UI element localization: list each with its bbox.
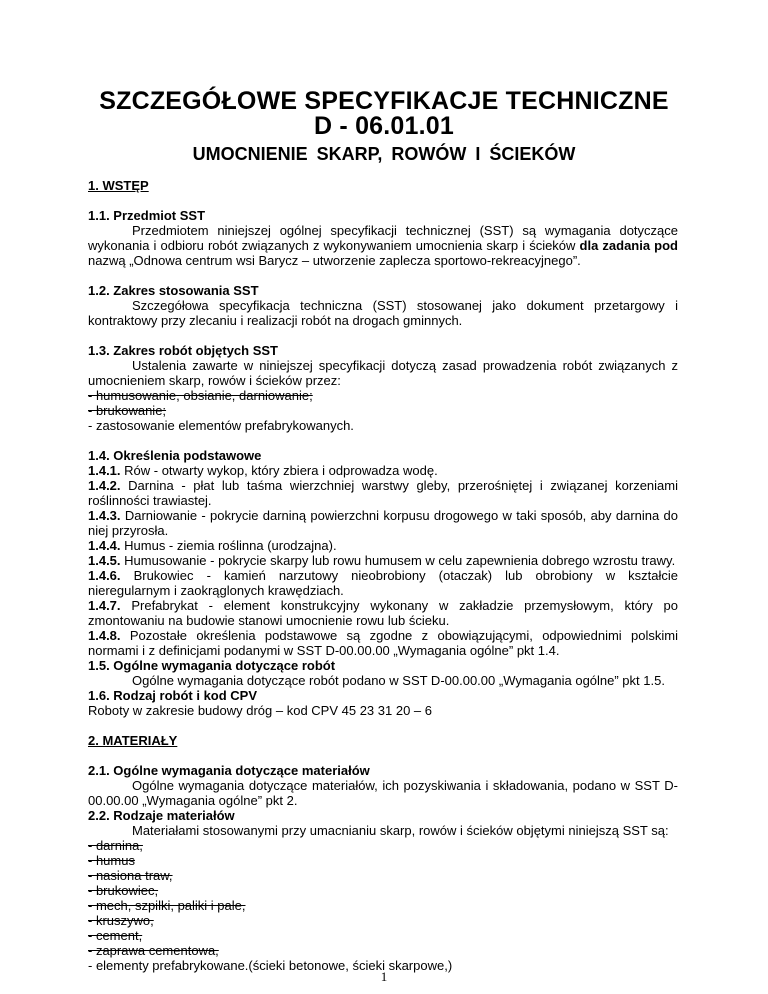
list-item: - nasiona traw, — [88, 868, 173, 883]
para-1-1-text: Przedmiotem niniejszej ogólnej specyfikacji technicznej (SST) są wymagania dotyczące wykonania i odbioru robót związanych z wykonywaniem umocnienia skarp i ścieków — [88, 223, 678, 253]
heading-1-6: 1.6. Rodzaj robót i kod CPV — [88, 688, 258, 703]
section-2-heading: 2. MATERIAŁY — [88, 733, 178, 748]
def-1-4-2 — [88, 478, 678, 508]
def-number: 1.4.1. — [88, 463, 121, 478]
def-1-4-1 — [88, 463, 678, 478]
para-1-2: Szczegółowa specyfikacja techniczna (SST) stosowanej jako dokument przetargowy i kontraktowy przy zlecaniu i realizacji robót na drogach gminnych. — [88, 298, 678, 328]
heading-1-4: 1.4. Określenia podstawowe — [88, 448, 262, 463]
list-item: - kruszywo, — [88, 913, 154, 928]
def-number: 1.4.2. — [88, 478, 121, 493]
para-2-2: Materiałami stosowanymi przy umacnianiu skarp, rowów i ścieków objętymi niniejszą SST są: — [132, 823, 669, 838]
doc-subtitle: UMOCNIENIE SKARP, ROWÓW I ŚCIEKÓW — [192, 144, 576, 164]
def-number: 1.4.6. — [88, 568, 121, 583]
list-item: - humus — [88, 853, 135, 868]
heading-2-2: 2.2. Rodzaje materiałów — [88, 808, 235, 823]
heading-2-1: 2.1. Ogólne wymagania dotyczące materiałów — [88, 763, 370, 778]
para-1-5: Ogólne wymagania dotyczące robót podano w SST D-00.00.00 „Wymagania ogólne” pkt 1.5. — [132, 673, 665, 688]
doc-title: SZCZEGÓŁOWE SPECYFIKACJE TECHNICZNE — [99, 87, 669, 115]
def-number: 1.4.5. — [88, 553, 121, 568]
heading-1-2: 1.2. Zakres stosowania SST — [88, 283, 259, 298]
heading-1-5: 1.5. Ogólne wymagania dotyczące robót — [88, 658, 336, 673]
section-1-heading: 1. WSTĘP — [88, 178, 149, 193]
heading-1-1: 1.1. Przedmiot SST — [88, 208, 206, 223]
def-text-end: w kształcie — [605, 568, 678, 583]
list-item: - cement, — [88, 928, 143, 943]
def-text: Rów - otwarty wykop, który zbiera i odprowadza wodę. — [120, 463, 438, 478]
def-number: 1.4.4. — [88, 538, 121, 553]
def-text: Humus - ziemia roślinna (urodzajna). — [120, 538, 337, 553]
list-item: - brukowiec, — [88, 883, 159, 898]
def-1-4-6-cont: nieregularnym i zaokrąglonych krawędziach. — [88, 583, 344, 598]
def-text: Humusowanie - pokrycie skarpy lub rowu humusem w celu zapewnienia dobrego wzrostu trawy. — [120, 553, 676, 568]
list-item: - zastosowanie elementów prefabrykowanych. — [88, 418, 354, 433]
para-1-6: Roboty w zakresie budowy dróg – kod CPV 45 23 31 20 – 6 — [88, 703, 432, 718]
list-item: - darnina, — [88, 838, 143, 853]
def-text: Prefabrykat - element konstrukcyjny wykonany w zakładzie przemysłowym, który po zmontowaniu na budowie stanowi umocnienie rowu lub ścieku. — [88, 598, 678, 628]
list-item: - humusowanie, obsianie, darniowanie; — [88, 388, 313, 403]
def-1-4-8 — [88, 628, 678, 658]
def-1-4-5 — [88, 553, 678, 568]
para-1-1-text-end: nazwą „Odnowa centrum wsi Barycz – utworzenie zaplecza sportowo-rekreacyjnego”. — [88, 253, 581, 268]
document-body — [88, 178, 678, 973]
def-1-4-3 — [88, 508, 678, 538]
para-1-3: Ustalenia zawarte w niniejszej specyfikacji dotyczą zasad prowadzenia robót związanych z umocnieniem skarp, rowów i ścieków przez: — [88, 358, 678, 388]
heading-1-3: 1.3. Zakres robót objętych SST — [88, 343, 278, 358]
def-number: 1.4.8. — [88, 628, 121, 643]
page-number: 1 — [380, 969, 388, 984]
def-number: 1.4.7. — [88, 598, 121, 613]
para-1-1 — [88, 223, 678, 268]
list-item: - mech, szpilki, paliki i pale, — [88, 898, 246, 913]
def-1-4-7 — [88, 598, 678, 628]
def-text: Brukowiec - kamień narzutowy nieobrobiony (otaczak) lub obrobiony — [120, 568, 593, 583]
def-text: Darnina - płat lub taśma wierzchniej warstwy gleby, przerośniętej i związanej korzeniami roślinności trawiastej. — [88, 478, 678, 508]
para-2-1: Ogólne wymagania dotyczące materiałów, ich pozyskiwania i składowania, podano w SST D-00.00.00 „Wymagania ogólne” pkt 2. — [88, 778, 678, 808]
def-text: Pozostałe określenia podstawowe są zgodne z obowiązującymi, odpowiednimi polskimi normami i z definicjami podanymi w SST D-00.00.00 „Wymagania ogólne” pkt 1.4. — [88, 628, 678, 658]
def-1-4-4 — [88, 538, 678, 553]
list-item: - zaprawa cementowa, — [88, 943, 219, 958]
doc-code: D - 06.01.01 — [314, 112, 454, 140]
def-text: Darniowanie - pokrycie darniną powierzchni korpusu drogowego w taki sposób, aby darnina do niej przyrosła. — [88, 508, 678, 538]
def-1-4-6 — [88, 568, 678, 583]
para-1-1-bold: dla zadania pod — [579, 238, 678, 253]
list-item: - brukowanie; — [88, 403, 167, 418]
list-item: - elementy prefabrykowane.(ścieki betonowe, ścieki skarpowe,) — [88, 958, 453, 973]
def-number: 1.4.3. — [88, 508, 121, 523]
